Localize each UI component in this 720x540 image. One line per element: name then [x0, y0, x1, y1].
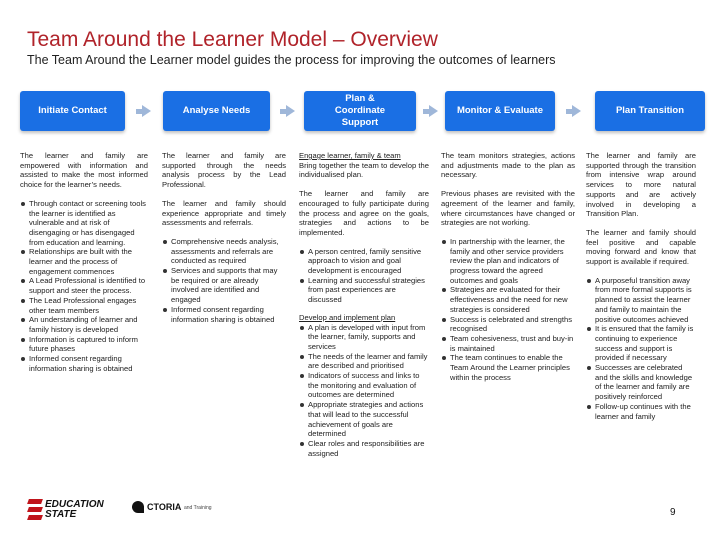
arrow-right-icon: [286, 105, 295, 117]
list-item: Appropriate strategies and actions that will lead to the successful achievement of goals are determined: [299, 400, 429, 439]
list-item: Team cohesiveness, trust and buy-in is maintained: [441, 334, 575, 353]
column-intro-2: The learner and family should feel positive and capable moving forward and know that support is available if required.: [586, 227, 696, 267]
list-item: Follow-up continues with the learner and family: [586, 402, 696, 421]
page-title: Team Around the Learner Model – Overview: [27, 28, 438, 51]
education-state-logo: [28, 498, 104, 522]
list-item: Successes are celebrated and the skills and knowledge of the learner and family are positively reinforced: [586, 363, 696, 402]
column-plan-coordinate-support: [299, 151, 429, 466]
list-item: The Lead Professional engages other team members: [20, 296, 148, 315]
list-item: Relationships are built with the learner and the process of engagement commences: [20, 247, 148, 276]
arrow-right-icon: [142, 105, 151, 117]
list-item: Through contact or screening tools the learner is identified as vulnerable and at risk of disengaging or has disengaged from education and learning.: [20, 199, 148, 248]
column-initiate-contact: [20, 151, 148, 381]
stage-plan-transition: [595, 91, 705, 131]
column-intro: Bring together the team to develop the individualised plan.: [299, 160, 429, 180]
stage-label: Monitor & Evaluate: [456, 105, 544, 116]
list-item: Services and supports that may be required or are already involved are identified and engaged: [162, 266, 286, 305]
stage-label: Initiate Contact: [38, 105, 107, 116]
list-item: Comprehensive needs analysis, assessments and referrals are conducted as required: [162, 237, 286, 266]
list-item: Information is captured to inform future phases: [20, 335, 148, 354]
section-heading-engage: Engage learner, family & team: [299, 151, 401, 160]
stage-initiate-contact: [20, 91, 125, 131]
list-item: Informed consent regarding information sharing is obtained: [20, 354, 148, 373]
stage-label: Plan & Coordinate Support: [334, 93, 386, 128]
section-heading-develop: Develop and implement plan: [299, 312, 396, 322]
list-item: A plan is developed with input from the learner, family, supports and services: [299, 323, 429, 352]
arrow-right-icon: [572, 105, 581, 117]
list-item: The needs of the learner and family are described and prioritised: [299, 352, 429, 371]
column-bullet-list: [299, 247, 429, 305]
column-intro: The learner and family are empowered with information and assisted to make the most informed choice for the learner’s needs.: [20, 151, 148, 190]
list-item: In partnership with the learner, the family and other service providers review the plan and indicators of progress toward the agreed outcomes and goals: [441, 237, 575, 286]
stage-label: Plan Transition: [615, 105, 685, 116]
list-item: It is ensured that the family is continuing to experience success and support is provided if necessary: [586, 324, 696, 363]
column-intro-2: The learner and family should experience appropriate and timely assessments and referrals.: [162, 198, 286, 228]
logo-text: EDUCATION: [45, 499, 104, 510]
list-item: A person centred, family sensitive approach to vision and goal development is encouraged: [299, 247, 429, 276]
column-intro-2: The learner and family are encouraged to fully participate during the process and agree on the goals, strategies and actions to be implemented.: [299, 189, 429, 237]
column-intro: The learner and family are supported through the needs analysis process by the Lead Professional.: [162, 151, 286, 190]
list-item: Learning and successful strategies from past experiences are discussed: [299, 276, 429, 305]
column-intro-2: Previous phases are revisited with the agreement of the learner and family, where circumstances have changed or strategies are not working.: [441, 189, 575, 228]
logo-text: CTORIA: [147, 502, 182, 512]
column-bullet-list: [586, 276, 696, 422]
page-number: 9: [670, 507, 676, 518]
education-state-mark-icon: [28, 498, 42, 522]
column-bullet-list: [20, 199, 148, 374]
stage-analyse-needs: [163, 91, 270, 131]
stage-monitor-evaluate: [445, 91, 555, 131]
list-item: The team continues to enable the Team Around the Learner principles within the process: [441, 353, 575, 382]
list-item: A purposeful transition away from more formal supports is planned to assist the learner and family to maintain the positive outcomes achieved: [586, 276, 696, 325]
stage-label: Analyse Needs: [182, 105, 251, 116]
column-plan-transition: [586, 151, 696, 429]
column-bullet-list: [441, 237, 575, 383]
department-logo: [184, 505, 212, 511]
victoria-logo-icon: [132, 501, 144, 513]
arrow-right-icon: [429, 105, 438, 117]
list-item: Indicators of success and links to the monitoring and evaluation of outcomes are determined: [299, 371, 429, 400]
list-item: Success is celebrated and strengths recognised: [441, 315, 575, 334]
column-analyse-needs: [162, 151, 286, 332]
list-item: Clear roles and responsibilities are assigned: [299, 439, 429, 458]
list-item: An understanding of learner and family history is developed: [20, 315, 148, 334]
stage-plan-coordinate-support: [304, 91, 416, 131]
victoria-government-logo: [132, 501, 181, 513]
column-intro: The learner and family are supported through the transition from intensive wrap around services to more natural supports and are actively involved in developing a Transition Plan.: [586, 151, 696, 219]
column-intro: The team monitors strategies, actions and adjustments made to the plan as necessary.: [441, 151, 575, 180]
logo-text: STATE: [45, 509, 77, 520]
logo-text: and Training: [184, 505, 212, 511]
list-item: Informed consent regarding information sharing is obtained: [162, 305, 286, 324]
column-bullet-list: [162, 237, 286, 324]
list-item: Strategies are evaluated for their effectiveness and the need for new strategies is considered: [441, 285, 575, 314]
list-item: A Lead Professional is identified to support and steer the process.: [20, 276, 148, 295]
column-monitor-evaluate: [441, 151, 575, 390]
column-bullet-list: [299, 323, 429, 459]
page-subtitle: The Team Around the Learner model guides the process for improving the outcomes of learners: [27, 53, 556, 67]
